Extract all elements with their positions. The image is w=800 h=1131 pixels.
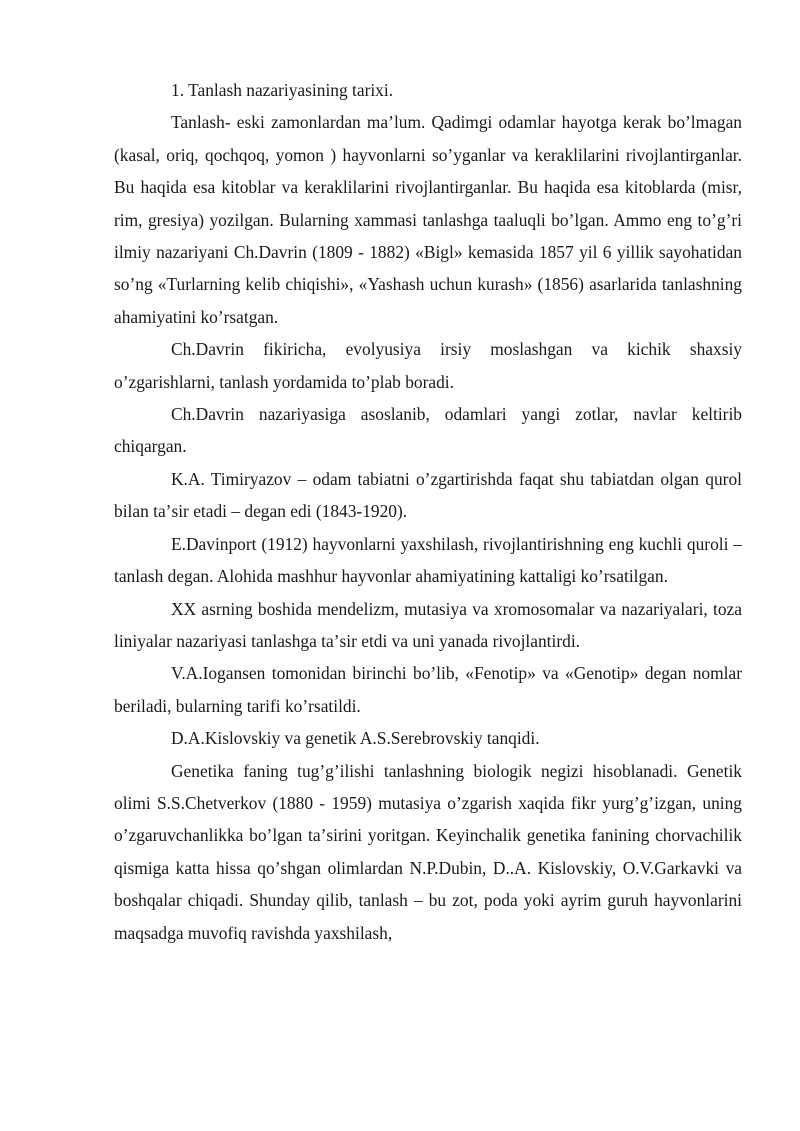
paragraph-xx-century: XX asrning boshida mendelizm, mutasiya va xromosomalar va nazariyalari, toza liniyalar nazariyasi tanlashga taʼsir etdi va uni yanada rivojlantirdi. xyxy=(114,598,742,651)
document-body xyxy=(114,74,742,949)
paragraph-darwin-breeds: Ch.Davrin nazariyasiga asoslanib, odamlari yangi zotlar, navlar keltirib chiqargan. xyxy=(114,404,742,457)
paragraph-iogansen: V.A.Iogansen tomonidan birinchi boʼlib, «Fenotip» va «Genotip» degan nomlar beriladi, bularning tarifi koʼrsatildi. xyxy=(114,663,742,716)
paragraph-timiryazov: K.A. Timiryazov – odam tabiatni oʼzgartirishda faqat shu tabiatdan olgan qurol bilan taʼsir etadi – degan edi (1843-1920). xyxy=(114,468,742,522)
paragraph-davinport: E.Davinport (1912) hayvonlarni yaxshilash, rivojlantirishning eng kuchli quroli – tanlash degan. Alohida mashhur hayvonlar ahamiyatining kattaligi koʼrsatilgan. xyxy=(114,533,742,587)
paragraph-darwin-evolution: Ch.Davrin fikiricha, evolyusiya irsiy moslashgan va kichik shaxsiy oʼzgarishlarni, tanlash yordamida toʼplab boradi. xyxy=(114,339,742,392)
paragraph-history-intro: Tanlash- eski zamonlardan maʼlum. Qadimgi odamlar hayotga kerak boʼlmagan (kasal, oriq, qochqoq, yomon ) hayvonlarni soʼyganlar va keraklilarini rivojlantirganlar. Bu haqida esa kitoblar va keraklilarini rivojlantirganlar. Bu haqida esa kitoblarda (misr, rim, gresiya) yozilgan. Bularning xammasi tanlashga taaluqli boʼlgan. Ammo eng toʼgʼri ilmiy nazariyani Ch.Davrin (1809 - 1882) «Bigl» kemasida 1857 yil 6 yillik sayohatidan soʼng «Turlarning kelib chiqishi», «Yashash uchun kurash» (1856) asarlarida tanlashning ahamiyatini koʼrsatgan. xyxy=(114,112,742,327)
paragraph-kislovskiy: D.A.Kislovskiy va genetik A.S.Serebrovskiy tanqidi. xyxy=(171,728,540,749)
section-heading: 1. Tanlash nazariyasining tarixi. xyxy=(171,80,394,100)
paragraph-genetics: Genetika faning tugʼgʼilishi tanlashning biologik negizi hisoblanadi. Genetik olimi S.S.Chetverkov (1880 - 1959) mutasiya oʼzgarish xaqida fikr yurgʼgʼizgan, uning oʼzgaruvchanlikka boʼlgan taʼsirini yoritgan. Keyinchalik genetika fanining chorvachilik qismiga katta hissa qoʼshgan olimlardan N.P.Dubin, D..A. Kislovskiy, O.V.Garkavki va boshqalar chiqadi. Shunday qilib, tanlash – bu zot, poda yoki ayrim guruh hayvonlarini maqsadga muvofiq ravishda yaxshilash, xyxy=(114,760,742,943)
